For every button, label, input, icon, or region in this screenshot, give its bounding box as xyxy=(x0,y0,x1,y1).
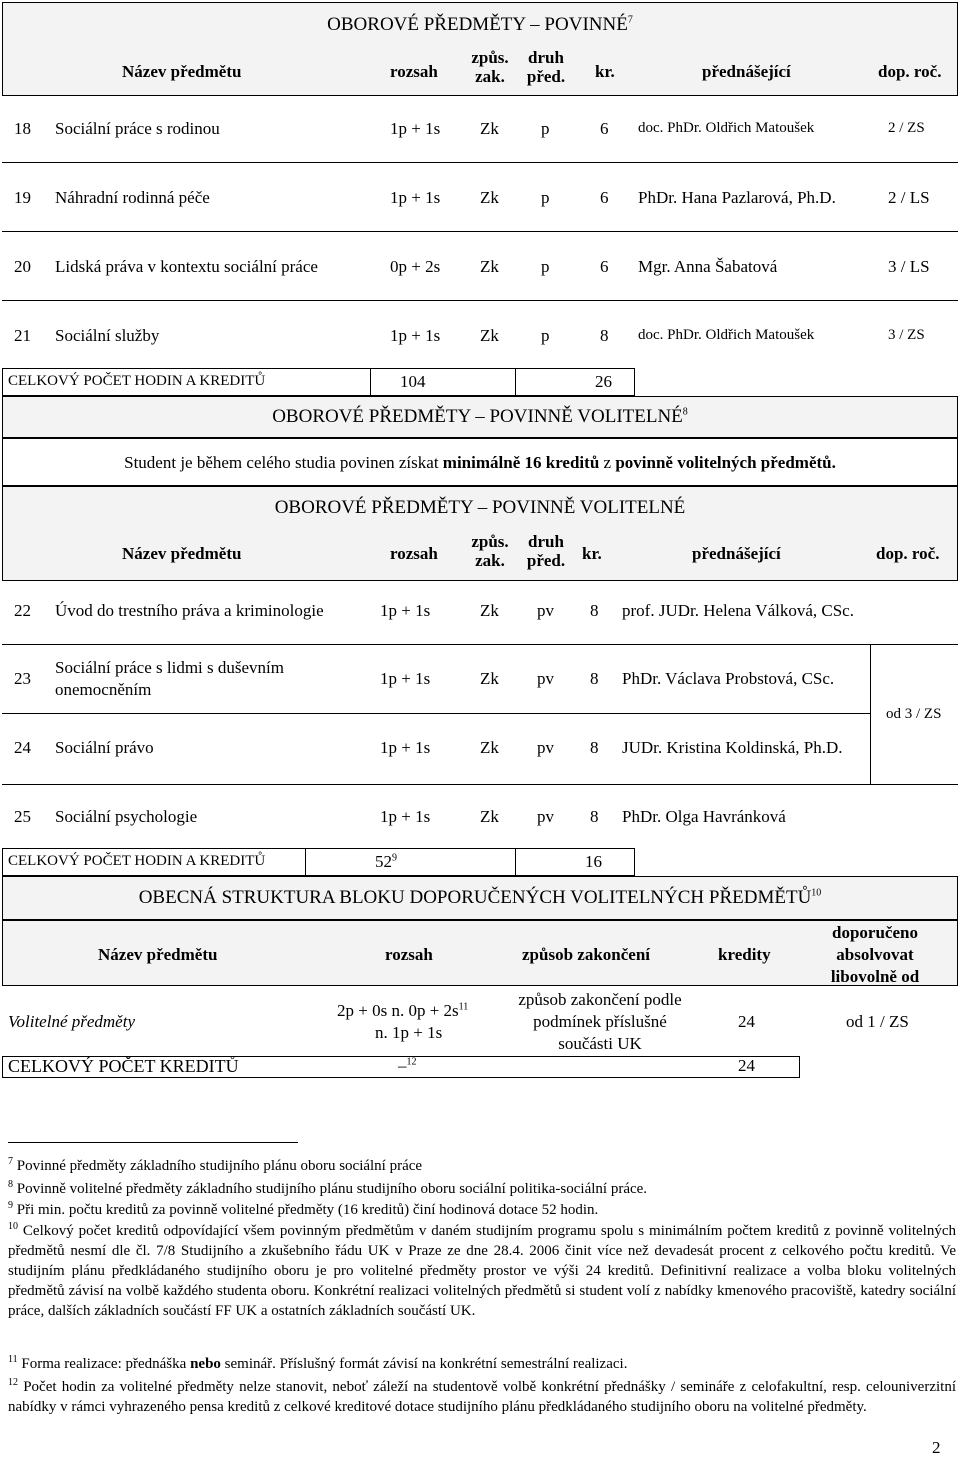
course-name: Lidská práva v kontextu sociální práce xyxy=(55,257,318,276)
section1-title: OBOROVÉ PŘEDMĚTY – POVINNÉ$^7$ xyxy=(327,14,633,35)
course-druh: pv xyxy=(537,807,554,826)
course-kr: 6 xyxy=(600,119,609,138)
course-lecturer: PhDr. Olga Havránková xyxy=(622,807,786,826)
col-header-lecturer: přednášející xyxy=(702,62,791,81)
course-druh: p xyxy=(541,326,550,345)
section3-title: OBECNÁ STRUKTURA BLOKU DOPORUČENÝCH VOLITELNÝCH PŘEDMĚTŮ$^{10}$ xyxy=(138,887,822,908)
course-druh: pv xyxy=(537,669,554,688)
course-name: Sociální právo xyxy=(55,738,154,757)
course-rozsah: 0p + 2s xyxy=(390,257,441,276)
row-divider xyxy=(2,231,958,232)
course-lecturer: doc. PhDr. Oldřich Matoušek xyxy=(638,327,815,343)
footnote-11: $^{11}$ Forma realizace: přednáška nebo seminář. Příslušný formát závisí na konkrétní semestrální realizaci. xyxy=(8,1354,628,1372)
course-druh: p xyxy=(541,188,550,207)
shared-col-divider xyxy=(870,644,871,784)
course-lecturer: PhDr. Václava Probstová, CSc. xyxy=(622,669,835,688)
row-divider xyxy=(2,162,958,163)
course-name: Sociální služby xyxy=(55,326,160,345)
col-header-name: Název předmětu xyxy=(98,945,218,964)
course-zak: Zk xyxy=(480,738,499,757)
footnote-separator xyxy=(8,1142,298,1143)
col-header-zpus: způs. zak. xyxy=(471,48,509,86)
course-zak: Zk xyxy=(480,669,499,688)
course-dop: od 1 / ZS xyxy=(846,1012,909,1031)
section2-title: OBOROVÉ PŘEDMĚTY – POVINNĚ VOLITELNÉ$^8$ xyxy=(272,406,688,427)
total-divider xyxy=(515,368,516,396)
course-druh: pv xyxy=(537,601,554,620)
row-number: 24 xyxy=(14,738,31,757)
total-hours: –$^{12}$ xyxy=(398,1056,417,1075)
col-header-rozsah: rozsah xyxy=(385,945,433,964)
course-rozsah: 1p + 1s xyxy=(390,188,441,207)
section2-subtitle: OBOROVÉ PŘEDMĚTY – POVINNĚ VOLITELNÉ xyxy=(274,497,686,518)
course-name: Sociální práce s rodinou xyxy=(55,119,220,138)
course-zak: Zk xyxy=(480,326,499,345)
col-header-kr: kr. xyxy=(595,62,615,81)
course-zak: Zk xyxy=(480,807,499,826)
course-rozsah: 1p + 1s xyxy=(380,807,431,826)
col-header-rozsah: rozsah xyxy=(390,62,438,81)
course-druh: p xyxy=(541,257,550,276)
col-header-rozsah: rozsah xyxy=(390,544,438,563)
footnote-12: $^{12}$ Počet hodin za volitelné předměty nelze stanovit, neboť záleží na studentově volbě konkrétní přednášky / semináře z celofakultní, resp. celouniverzitní nabídky v rámci vyhrazeného pensa kreditů z celkové kreditové dotace studijního plánu předkládaného studijního oboru na volitelné předměty. xyxy=(8,1377,956,1415)
row-number: 21 xyxy=(14,326,31,345)
course-name: Sociální psychologie xyxy=(55,807,198,826)
course-name: Úvod do trestního práva a kriminologie xyxy=(55,601,324,620)
course-lecturer: JUDr. Kristina Koldinská, Ph.D. xyxy=(622,738,843,757)
total-credits: 24 xyxy=(738,1056,755,1075)
course-dop: 2 / ZS xyxy=(888,120,925,136)
row-divider xyxy=(2,644,958,645)
row-divider xyxy=(2,300,958,301)
course-druh: p xyxy=(541,119,550,138)
section2-note: Student je během celého studia povinen získat minimálně 16 kreditů z povinně volitelných předmětů. xyxy=(124,453,836,472)
col-header-dop: doporučeno absolvovat libovolně od xyxy=(830,923,920,986)
shared-dop: od 3 / ZS xyxy=(886,706,942,722)
footnote-7: $^7$ Povinné předměty základního studijního plánu oboru sociální práce xyxy=(8,1156,423,1174)
row-divider xyxy=(2,713,870,714)
total-credits: 16 xyxy=(585,852,602,871)
total-label: CELKOVÝ POČET KREDITŮ xyxy=(8,1056,239,1076)
total-hours: $52^9$ xyxy=(375,852,397,871)
course-lecturer: PhDr. Hana Pazlarová, Ph.D. xyxy=(638,188,836,207)
course-lecturer: prof. JUDr. Helena Válková, CSc. xyxy=(622,601,854,620)
footnote-10: $^{10}$ Celkový počet kreditů odpovídající všem povinným předmětům v daném studijním programu spolu s minimálním počtem kreditů z povinně volitelných předmětů nesmí dle čl. 7/8 Studijního a zkušebního řádu UK v Praze ze dne 28.4. 2006 činit více než devadesát procent z celkového počtu kreditů. Ve studijním plánu předkládaného studijního oboru je pro volitelné předměty prostor ve výši 24 kreditů. Definitivní realizace a volba bloku volitelných předmětů závisí na volbě každého studenta oboru. Konkrétní realizaci volitelných předmětů si student volí z nabídky kmenového pracoviště, katedry sociální práce, dalších základních součástí FF UK a ostatních základních součástí UK. xyxy=(8,1221,956,1319)
course-kr: 8 xyxy=(590,738,599,757)
row-number: 25 xyxy=(14,807,31,826)
col-header-lecturer: přednášející xyxy=(692,544,781,563)
course-name: Náhradní rodinná péče xyxy=(55,188,210,207)
col-header-kr: kr. xyxy=(582,544,602,563)
col-header-dop: dop. roč. xyxy=(878,62,942,81)
total-label: CELKOVÝ POČET HODIN A KREDITŮ xyxy=(8,853,266,869)
col-header-zpus: způs. zak. xyxy=(471,532,509,570)
course-kr: 8 xyxy=(590,669,599,688)
course-zak: Zk xyxy=(480,601,499,620)
row-number: 18 xyxy=(14,119,31,138)
col-header-name: Název předmětu xyxy=(122,544,242,563)
course-zak: Zk xyxy=(480,188,499,207)
footnote-8: $^8$ Povinně volitelné předměty základního studijního plánu studijního oboru sociální politika-sociální práce. xyxy=(8,1179,648,1197)
total-hours: 104 xyxy=(400,372,426,391)
page-number: 2 xyxy=(932,1438,941,1457)
row-divider xyxy=(2,784,958,785)
col-header-druh: druh před. xyxy=(526,532,566,570)
course-kr: 8 xyxy=(600,326,609,345)
course-dop: 2 / LS xyxy=(888,188,930,207)
course-lecturer: doc. PhDr. Oldřich Matoušek xyxy=(638,120,815,136)
col-header-zpusob: způsob zakončení xyxy=(522,945,650,964)
course-dop: 3 / LS xyxy=(888,257,930,276)
total-label: CELKOVÝ POČET HODIN A KREDITŮ xyxy=(8,373,266,389)
course-zakonceni: způsob zakončení podle podmínek příslušné součásti UK xyxy=(518,990,682,1053)
total-divider xyxy=(305,848,306,876)
course-kr: 8 xyxy=(590,601,599,620)
course-name: Volitelné předměty xyxy=(8,1012,135,1031)
course-rozsah: 1p + 1s xyxy=(390,119,441,138)
row-number: 19 xyxy=(14,188,31,207)
total-divider xyxy=(515,848,516,876)
course-zak: Zk xyxy=(480,119,499,138)
total-credits: 26 xyxy=(595,372,612,391)
course-rozsah: 1p + 1s xyxy=(390,326,441,345)
row-number: 22 xyxy=(14,601,31,620)
row-number: 20 xyxy=(14,257,31,276)
course-kr: 8 xyxy=(590,807,599,826)
course-rozsah: 1p + 1s xyxy=(380,669,431,688)
course-zak: Zk xyxy=(480,257,499,276)
footnote-9: $^9$ Při min. počtu kreditů za povinně volitelné předměty (16 kreditů) činí hodinová dotace 52 hodin. xyxy=(8,1200,599,1218)
course-rozsah: 1p + 1s xyxy=(380,738,431,757)
course-rozsah: 1p + 1s xyxy=(380,601,431,620)
course-druh: pv xyxy=(537,738,554,757)
course-kr: 6 xyxy=(600,257,609,276)
col-header-name: Název předmětu xyxy=(122,62,242,81)
col-header-kredity: kredity xyxy=(718,945,771,964)
row-number: 23 xyxy=(14,669,31,688)
col-header-dop: dop. roč. xyxy=(876,544,940,563)
course-lecturer: Mgr. Anna Šabatová xyxy=(638,257,778,276)
course-kr: 6 xyxy=(600,188,609,207)
course-dop: 3 / ZS xyxy=(888,327,925,343)
course-rozsah: 2p + 0s n. $0p + 2s^{11}$ n. 1p + 1s xyxy=(337,1001,469,1042)
course-kredity: 24 xyxy=(738,1012,755,1031)
col-header-druh: druh před. xyxy=(526,48,566,86)
total-divider xyxy=(370,368,371,396)
course-name: Sociální práce s lidmi s duševním onemocněním xyxy=(55,658,284,699)
